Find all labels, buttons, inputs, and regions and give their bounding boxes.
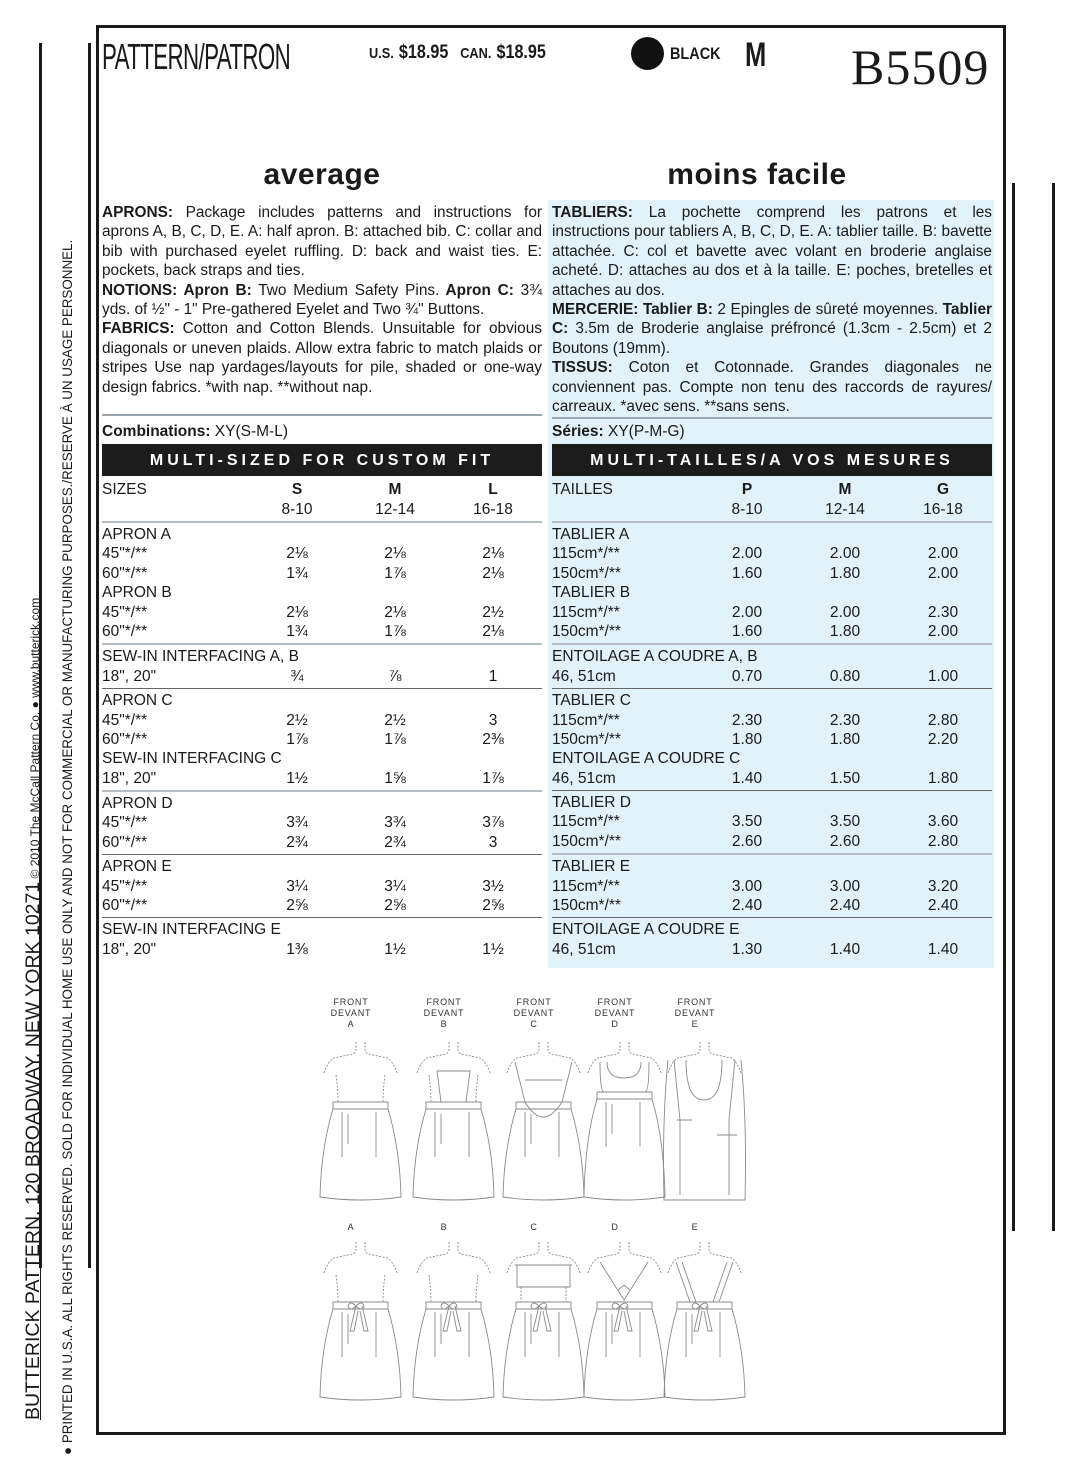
table-row (102, 667, 542, 686)
aprons-paragraph: APRONS: Package includes patterns and instructions for aprons A, B, C, D, E. A: half apron. B: attached bib. C: collar and bib with purchased eyelet ruffling. D: back and waist ties. E: pockets, back straps and ties. (102, 204, 542, 280)
group (552, 691, 992, 749)
apron-view-e-front-icon (662, 1040, 747, 1205)
view-label-back: E (691, 1222, 699, 1232)
cell: 2.00 (829, 603, 861, 621)
table-banner-en: MULTI-SIZED FOR CUSTOM FIT (102, 444, 542, 476)
mercerie-paragraph: MERCERIE: Tablier B: 2 Epingles de sûreté moyennes. Tablier C: 3.5m de Broderie anglaise préfroncé (1.3cm - 2.5cm) et 2 Boutons (19mm). (552, 301, 992, 357)
cell: ⅞ (388, 667, 402, 685)
cell: 2¾ (384, 833, 406, 851)
table-row (552, 667, 992, 686)
cell: 60"*/** (102, 897, 148, 915)
table-row (552, 769, 992, 788)
apron-view-a-back-icon (318, 1240, 403, 1405)
cell: 60"*/** (102, 622, 148, 640)
cell: 150cm*/** (552, 564, 621, 582)
table-row (102, 730, 542, 749)
cell: 1.80 (731, 730, 763, 748)
table-row (102, 769, 542, 788)
apron-view-b-front-icon (411, 1040, 496, 1205)
size-header (552, 480, 992, 519)
description-en (102, 203, 542, 397)
divider (552, 643, 992, 645)
cell: 3¼ (384, 877, 406, 895)
cell: 1⅞ (384, 622, 406, 640)
divider (102, 854, 542, 855)
group-title: APRON C (102, 692, 173, 710)
group-title: ENTOILAGE A COUDRE A, B (552, 648, 758, 666)
table-row (552, 832, 992, 851)
cell: 2⅛ (384, 603, 406, 621)
group (102, 794, 542, 852)
cell: 1.40 (829, 940, 861, 958)
table-row (102, 622, 542, 641)
cell: 60"*/** (102, 833, 148, 851)
cell: 18", 20" (102, 940, 157, 958)
cell: 2⅝ (286, 897, 308, 915)
group (552, 920, 992, 959)
cell: 1.00 (927, 667, 959, 685)
apron-view-b-back-icon (411, 1240, 496, 1405)
right-rule-inner (1012, 183, 1015, 1231)
cell: 46, 51cm (552, 940, 616, 958)
group (552, 583, 992, 641)
cell: 1.60 (731, 622, 763, 640)
cell: 115cm*/** (552, 711, 620, 729)
group-title: SEW-IN INTERFACING C (102, 750, 282, 768)
cell: 1⅞ (384, 564, 406, 582)
group-title: TABLIER A (552, 526, 630, 543)
cell: 46, 51cm (552, 667, 616, 685)
cell: 3.50 (731, 813, 763, 831)
size-range-0: 8-10 (281, 500, 313, 518)
cell: 2⅛ (286, 545, 308, 563)
cell: 1.80 (829, 622, 861, 640)
cell: 2.60 (731, 832, 763, 850)
size-range-0: 8-10 (731, 500, 763, 518)
size-1: M (388, 481, 402, 498)
divider (552, 790, 992, 791)
cell: 3½ (482, 877, 504, 895)
cell: 1.40 (927, 940, 959, 958)
cell: 3¾ (286, 814, 308, 832)
cell: 2⅛ (482, 564, 504, 582)
view-label-front: FRONT DEVANT A (330, 997, 372, 1029)
cell: 2½ (286, 711, 308, 729)
cell: ¾ (290, 667, 304, 685)
cell: 2⅛ (286, 603, 308, 621)
cell: 115cm*/** (552, 813, 620, 831)
cell: 1⅞ (384, 730, 406, 748)
cell: 0.80 (829, 667, 861, 685)
table-row (102, 940, 542, 959)
divider (552, 688, 992, 689)
color-dot-icon (631, 37, 664, 70)
group-title: SEW-IN INTERFACING E (102, 921, 281, 939)
cell: 150cm*/** (552, 897, 621, 915)
group (102, 583, 542, 641)
cell: 2⅝ (384, 897, 406, 915)
cell: 2⅜ (482, 730, 504, 748)
tissus-paragraph: TISSUS: Coton et Cotonnade. Grandes diagonales ne conviennent pas. Compte non tenu des raccords de rayures/ carreaux. *avec sens. **sans sens. (552, 359, 992, 416)
cell: 1.50 (829, 769, 861, 787)
table-row (552, 603, 992, 622)
cell: 1⅞ (482, 769, 504, 787)
group-title: APRON B (102, 584, 172, 602)
cell: 2½ (482, 603, 504, 621)
cell: 3.50 (829, 813, 861, 831)
cell: 60"*/** (102, 730, 148, 748)
cell: 1.80 (927, 769, 959, 787)
cell: 2.00 (927, 545, 959, 563)
cell: 2.00 (829, 545, 861, 563)
group-title: ENTOILAGE A COUDRE E (552, 921, 740, 939)
cell: 3.00 (731, 877, 763, 895)
group-title: TABLIER B (552, 584, 631, 602)
cell: 2.00 (927, 564, 959, 582)
price-us: $18.95 (398, 42, 449, 63)
view-label-back: A (347, 1222, 355, 1232)
cell: 2.40 (731, 897, 763, 915)
cell: 3.20 (927, 877, 959, 895)
divider (102, 917, 542, 918)
cell: 1.60 (731, 564, 763, 582)
cell: 1¾ (286, 622, 308, 640)
divider (552, 917, 992, 918)
combinations-en: Combinations: XY(S-M-L) (102, 423, 288, 440)
cell: 1.80 (829, 730, 861, 748)
cell: 18", 20" (102, 769, 157, 787)
cell: 1.40 (731, 769, 763, 787)
cell: 0.70 (731, 667, 763, 685)
table-row (102, 877, 542, 896)
cell: 2.40 (829, 897, 861, 915)
divider-en (102, 414, 542, 416)
table-row (552, 564, 992, 583)
cell: 1⅜ (286, 940, 308, 958)
cell: 46, 51cm (552, 769, 616, 787)
color-name: BLACK (670, 44, 721, 63)
yardage-table-fr (552, 480, 992, 959)
divider (102, 521, 542, 523)
cell: 2.60 (829, 832, 861, 850)
price-can: $18.95 (496, 42, 546, 63)
table-row (552, 544, 992, 563)
combinations-fr: Séries: XY(P-M-G) (552, 423, 685, 440)
cell: 3.60 (927, 813, 959, 831)
table-row (102, 603, 542, 622)
cell: 45"*/** (102, 603, 148, 621)
cell: 2⅛ (482, 545, 504, 563)
size-range-1: 12-14 (825, 500, 865, 518)
divider-fr (552, 417, 992, 419)
sizes-label: SIZES (102, 481, 147, 498)
cell: 3 (488, 711, 498, 729)
publisher-address: BUTTERICK PATTERN, 120 BROADWAY, NEW YORK 10271 © 2010 The McCall Pattern Co. ● www.butterick.com (22, 597, 44, 1420)
cell: 2.30 (731, 711, 763, 729)
view-label-front: FRONT DEVANT E (674, 997, 716, 1029)
apron-view-c-back-icon (501, 1240, 586, 1405)
cell: 2.80 (927, 832, 959, 850)
pattern-label: PATTERN/PATRON (102, 36, 291, 77)
apron-view-c-front-icon (501, 1040, 586, 1205)
table-banner-fr: MULTI-TAILLES/A VOS MESURES (552, 444, 992, 476)
size-letter: M (745, 36, 767, 74)
view-label-front: FRONT DEVANT D (594, 997, 636, 1029)
view-label-back: C (530, 1222, 538, 1232)
cell: 2.40 (927, 897, 959, 915)
group (552, 793, 992, 851)
cell: 2.00 (731, 603, 763, 621)
cell: 1¾ (286, 564, 308, 582)
table-row (102, 711, 542, 730)
cell: 45"*/** (102, 545, 148, 563)
apron-view-d-front-icon (582, 1040, 667, 1205)
group-title: APRON D (102, 795, 173, 813)
table-row (102, 564, 542, 583)
cell: 1⅞ (286, 730, 308, 748)
cell: 1.80 (829, 564, 861, 582)
size-header (102, 480, 542, 519)
cell: 2.30 (927, 603, 959, 621)
cell: 3 (488, 833, 498, 851)
table-row (552, 711, 992, 730)
cell: 45"*/** (102, 877, 148, 895)
cell: 115cm*/** (552, 877, 620, 895)
cell: 45"*/** (102, 711, 148, 729)
left-rule-inner (88, 43, 91, 1268)
group (102, 920, 542, 959)
cell: 150cm*/** (552, 832, 621, 850)
sizes-label: TAILLES (552, 481, 613, 498)
size-range-2: 16-18 (473, 500, 513, 518)
cell: 150cm*/** (552, 730, 621, 748)
notions-paragraph: NOTIONS: Apron B: Two Medium Safety Pins. Apron C: 3¾ yds. of ½" - 1" Pre-gathered Eyelet and Two ¾" Buttons. (102, 281, 543, 319)
size-range-1: 12-14 (375, 500, 415, 518)
bullet-icon: ● (28, 701, 42, 709)
cell: 2½ (384, 711, 406, 729)
group-title: ENTOILAGE A COUDRE C (552, 750, 741, 768)
divider (552, 853, 992, 855)
group (102, 525, 542, 583)
apron-view-d-back-icon (582, 1240, 667, 1405)
cell: 3¼ (286, 877, 308, 895)
divider (552, 521, 992, 523)
group-title: APRON A (102, 526, 171, 543)
cell: 2⅝ (482, 897, 504, 915)
cell: 115cm*/** (552, 545, 620, 563)
table-row (102, 833, 542, 852)
view-label-back: B (440, 1222, 448, 1232)
cell: 2¾ (286, 833, 308, 851)
size-2: L (488, 481, 498, 498)
cell: 2⅛ (384, 545, 406, 563)
table-row (552, 622, 992, 641)
website-link[interactable]: www.butterick.com (28, 597, 42, 702)
cell: 1 (488, 667, 498, 685)
group (552, 525, 992, 583)
tabliers-paragraph: TABLIERS: La pochette comprend les patrons et les instructions pour tabliers A, B, C, D, E. A: tablier taille. B: bavette attachée. C: col et bavette avec volant en broderie anglaise acheté. D: attaches au dos et à la taille. E: poches, bretelles et attaches au dos. (552, 204, 992, 299)
right-rule-outer (1052, 183, 1055, 1231)
description-fr (552, 203, 992, 416)
size-range-2: 16-18 (923, 500, 963, 518)
group (102, 749, 542, 788)
legal-notice: ● PRINTED IN U.S.A. ALL RIGHTS RESERVED. SOLD FOR INDIVIDUAL HOME USE ONLY AND NOT FOR COMMERCIAL OR MANUFACTURING PURPOSES./RESERVE À UN USAGE PERSONNEL. (60, 239, 75, 1455)
cell: 2.30 (829, 711, 861, 729)
group-title: APRON E (102, 858, 172, 876)
divider (102, 643, 542, 645)
group (552, 857, 992, 915)
group (102, 857, 542, 915)
cell: 1½ (286, 769, 308, 787)
cell: 115cm*/** (552, 603, 620, 621)
view-label-front: FRONT DEVANT C (513, 997, 555, 1029)
size-0: S (291, 481, 303, 498)
view-label-front: FRONT DEVANT B (423, 997, 465, 1029)
table-row (102, 544, 542, 563)
size-2: G (936, 481, 950, 498)
cell: 2.00 (927, 622, 959, 640)
difficulty-fr: moins facile (667, 158, 847, 191)
view-label-back: D (611, 1222, 619, 1232)
group-title: TABLIER D (552, 794, 631, 812)
bullet-icon: ● (60, 1446, 75, 1455)
table-row (102, 813, 542, 832)
yardage-table-en (102, 480, 542, 959)
cell: 3⅞ (482, 814, 504, 832)
size-0: P (741, 481, 753, 498)
cell: 1.30 (731, 940, 763, 958)
cell: 150cm*/** (552, 622, 621, 640)
cell: 2⅛ (482, 622, 504, 640)
size-1: M (838, 481, 852, 498)
group-title: TABLIER E (552, 858, 631, 876)
group (552, 749, 992, 788)
group (102, 691, 542, 749)
cell: 3.00 (829, 877, 861, 895)
cell: 2.20 (927, 730, 959, 748)
cell: 1⅝ (384, 769, 406, 787)
cell: 2.00 (731, 545, 763, 563)
table-row (552, 812, 992, 831)
difficulty-en: average (263, 158, 381, 191)
apron-view-e-back-icon (662, 1240, 747, 1405)
group-title: SEW-IN INTERFACING A, B (102, 648, 299, 666)
table-row (552, 896, 992, 915)
table-row (102, 896, 542, 915)
illustrations (300, 990, 740, 1410)
price: U.S. $18.95 CAN. $18.95 (369, 42, 546, 63)
cell: 2.80 (927, 711, 959, 729)
table-row (552, 940, 992, 959)
group (552, 647, 992, 686)
pattern-number: B5509 (851, 39, 990, 95)
cell: 1½ (482, 940, 504, 958)
cell: 3¾ (384, 814, 406, 832)
cell: 60"*/** (102, 564, 148, 582)
table-row (552, 877, 992, 896)
group (102, 647, 542, 686)
divider (102, 790, 542, 792)
group-title: TABLIER C (552, 692, 631, 710)
fabrics-paragraph: FABRICS: Cotton and Cotton Blends. Unsuitable for obvious diagonals or uneven plaids. Allow extra fabric to match plaids or stripes Use nap yardages/layouts for pile, shaded or one-way design fabrics. *with nap. **without nap. (102, 320, 542, 396)
cell: 45"*/** (102, 814, 148, 832)
cell: 1½ (384, 940, 406, 958)
apron-view-a-front-icon (318, 1040, 403, 1205)
table-row (552, 730, 992, 749)
divider (102, 688, 542, 689)
cell: 18", 20" (102, 667, 157, 685)
